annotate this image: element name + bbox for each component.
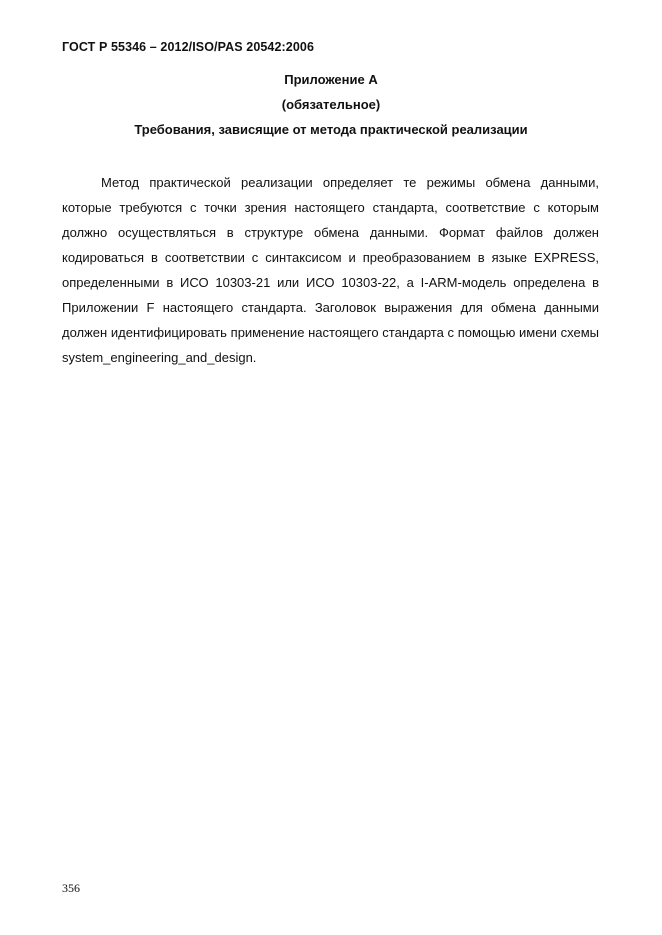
appendix-heading: Требования, зависящие от метода практической реализации	[134, 122, 528, 137]
body-paragraph: Метод практической реализации определяет те режимы обмена данными, которые требуются с точки зрения настоящего стандарта, соответствие с которым должно осуществляться в структуре обмена данными. Формат файлов должен кодироваться в соответствии с синтаксисом и преобразованием в языке EXPRESS, определенными в ИСО 10303-21 или ИСО 10303-22, а I-ARM-модель определена в Приложении F настоящего стандарта. Заголовок выражения для обмена данными должен идентифицировать применение настоящего стандарта с помощью имени схемы system_engineering_and_design.	[62, 175, 599, 365]
standard-header: ГОСТ Р 55346 – 2012/ISO/PAS 20542:2006	[62, 40, 314, 54]
appendix-status: (обязательное)	[281, 97, 381, 112]
appendix-title: Приложение А	[284, 72, 378, 87]
page-number: 356	[62, 881, 80, 895]
